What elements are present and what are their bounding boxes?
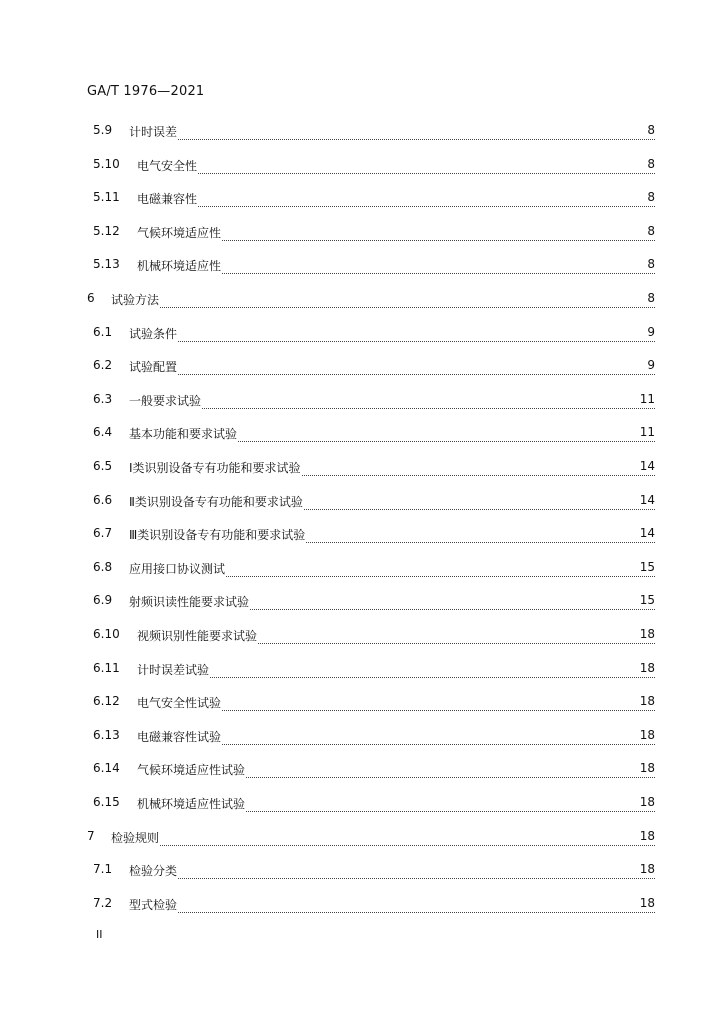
toc-entry-page: 8 bbox=[647, 223, 655, 238]
toc-entry[interactable] bbox=[0, 896, 724, 916]
toc-entry-page: 8 bbox=[647, 291, 655, 305]
toc-leader-dots bbox=[137, 157, 655, 174]
toc-entry-page: 14 bbox=[639, 492, 655, 507]
toc-entry-title: 型式检验 bbox=[129, 897, 178, 912]
toc-entry-page: 11 bbox=[639, 391, 655, 406]
toc-entry-page: 18 bbox=[639, 862, 655, 877]
toc-entry-page: 18 bbox=[639, 761, 655, 776]
toc-entry[interactable] bbox=[0, 358, 724, 378]
toc-entry-page: 18 bbox=[639, 660, 655, 675]
toc-entry-page: 11 bbox=[639, 425, 655, 440]
toc-entry[interactable] bbox=[0, 392, 724, 412]
toc-entry-page: 8 bbox=[647, 257, 655, 272]
toc-entry-title: 机械环境适应性 bbox=[137, 259, 222, 274]
toc-entry-title: 检验规则 bbox=[111, 830, 160, 845]
toc-entry-number: 5.9 bbox=[93, 123, 113, 137]
toc-entry-number: 6.15 bbox=[93, 795, 120, 809]
toc-entry-title: 应用接口协议测试 bbox=[129, 561, 226, 576]
toc-entry-title: Ⅲ类识别设备专有功能和要求试验 bbox=[129, 528, 306, 543]
toc-entry[interactable] bbox=[0, 493, 724, 513]
toc-entry-title: 射频识读性能要求试验 bbox=[129, 595, 250, 610]
toc-entry-number: 6 bbox=[87, 291, 95, 305]
toc-entry-title: 一般要求试验 bbox=[129, 393, 202, 408]
toc-entry[interactable] bbox=[0, 761, 724, 781]
toc-entry-number: 6.14 bbox=[93, 761, 120, 776]
document-code-header: GA/T 1976—2021 bbox=[87, 84, 205, 99]
toc-leader-dots bbox=[129, 325, 655, 342]
toc-entry-number: 6.2 bbox=[93, 358, 113, 373]
toc-entry-number: 7.2 bbox=[93, 895, 113, 910]
toc-entry[interactable] bbox=[0, 526, 724, 546]
toc-entry[interactable] bbox=[0, 459, 724, 479]
toc-leader-dots bbox=[111, 291, 655, 308]
toc-entry-number: 6.9 bbox=[93, 593, 113, 608]
toc-entry-number: 7.1 bbox=[93, 862, 113, 877]
toc-entry-title: 视频识别性能要求试验 bbox=[137, 629, 258, 643]
toc-leader-dots bbox=[129, 123, 655, 140]
toc-entry-title: 机械环境适应性试验 bbox=[137, 797, 246, 811]
toc-entry-title: 试验配置 bbox=[129, 360, 178, 375]
toc-entry[interactable] bbox=[0, 425, 724, 445]
toc-entry-title: 电气安全性 bbox=[137, 158, 198, 173]
toc-entry-page: 8 bbox=[647, 190, 655, 205]
toc-entry-title: 基本功能和要求试验 bbox=[129, 427, 238, 442]
toc-entry[interactable] bbox=[0, 795, 724, 815]
toc-entry[interactable] bbox=[0, 627, 724, 647]
toc-entry-number: 6.5 bbox=[93, 459, 113, 473]
toc-entry-page: 15 bbox=[639, 593, 655, 608]
toc-entry-number: 6.8 bbox=[93, 559, 113, 574]
toc-entry[interactable] bbox=[0, 224, 724, 244]
toc-entry-page: 8 bbox=[647, 156, 655, 171]
toc-entry-title: 试验方法 bbox=[111, 293, 160, 307]
toc-entry-number: 6.12 bbox=[93, 694, 120, 709]
toc-entry-number: 6.10 bbox=[93, 627, 120, 641]
toc-entry-title: 计时误差 bbox=[129, 125, 178, 139]
toc-entry-number: 5.11 bbox=[93, 190, 120, 205]
toc-entry-page: 14 bbox=[639, 459, 655, 473]
toc-entry-number: 7 bbox=[87, 828, 95, 843]
toc-entry[interactable] bbox=[0, 291, 724, 311]
toc-entry[interactable] bbox=[0, 257, 724, 277]
toc-entry-number: 5.10 bbox=[93, 156, 120, 171]
toc-leader-dots bbox=[129, 392, 655, 409]
page-number-footer: II bbox=[96, 928, 103, 941]
toc-entry[interactable] bbox=[0, 728, 724, 748]
toc-entry-page: 18 bbox=[639, 627, 655, 641]
toc-entry[interactable] bbox=[0, 157, 724, 177]
toc-entry-page: 18 bbox=[639, 795, 655, 809]
toc-entry-page: 18 bbox=[639, 895, 655, 910]
toc-entry-page: 9 bbox=[647, 324, 655, 339]
toc-leader-dots bbox=[111, 829, 655, 846]
toc-entry[interactable] bbox=[0, 694, 724, 714]
toc-entry-number: 5.13 bbox=[93, 257, 120, 272]
toc-entry-page: 14 bbox=[639, 526, 655, 541]
toc-entry-title: 气候环境适应性 bbox=[137, 225, 222, 240]
toc-entry-number: 6.4 bbox=[93, 425, 113, 440]
toc-entry-number: 6.11 bbox=[93, 660, 120, 675]
toc-entry[interactable] bbox=[0, 123, 724, 143]
toc-entry-number: 6.13 bbox=[93, 727, 120, 742]
toc-entry-number: 6.6 bbox=[93, 492, 113, 507]
toc-entry[interactable] bbox=[0, 593, 724, 613]
toc-entry-page: 18 bbox=[639, 828, 655, 843]
toc-leader-dots bbox=[137, 190, 655, 207]
toc-entry-page: 15 bbox=[639, 559, 655, 574]
toc-entry-title: 计时误差试验 bbox=[137, 662, 210, 677]
toc-entry-number: 6.3 bbox=[93, 391, 113, 406]
toc-entry-number: 6.1 bbox=[93, 324, 113, 339]
toc-entry[interactable] bbox=[0, 560, 724, 580]
toc-entry-title: 检验分类 bbox=[129, 864, 178, 879]
toc-leader-dots bbox=[137, 661, 655, 678]
toc-entry-title: 试验条件 bbox=[129, 326, 178, 341]
toc-entry[interactable] bbox=[0, 862, 724, 882]
toc-entry-title: 气候环境适应性试验 bbox=[137, 763, 246, 778]
toc-entry-title: Ⅰ类识别设备专有功能和要求试验 bbox=[129, 461, 301, 475]
toc-entry-title: 电磁兼容性试验 bbox=[137, 729, 222, 744]
toc-leader-dots bbox=[129, 358, 655, 375]
toc-entry-page: 9 bbox=[647, 358, 655, 373]
toc-entry-title: 电磁兼容性 bbox=[137, 192, 198, 207]
toc-entry-number: 5.12 bbox=[93, 223, 120, 238]
toc-leader-dots bbox=[129, 896, 655, 913]
toc-entry-page: 18 bbox=[639, 727, 655, 742]
toc-entry[interactable] bbox=[0, 661, 724, 681]
toc-entry[interactable] bbox=[0, 190, 724, 210]
toc-entry-page: 18 bbox=[639, 694, 655, 709]
toc-entry[interactable] bbox=[0, 829, 724, 849]
toc-entry[interactable] bbox=[0, 325, 724, 345]
toc-entry-title: 电气安全性试验 bbox=[137, 696, 222, 711]
toc-entry-page: 8 bbox=[647, 123, 655, 137]
toc-entry-number: 6.7 bbox=[93, 526, 113, 541]
toc-leader-dots bbox=[129, 862, 655, 879]
toc-entry-title: Ⅱ类识别设备专有功能和要求试验 bbox=[129, 494, 303, 509]
